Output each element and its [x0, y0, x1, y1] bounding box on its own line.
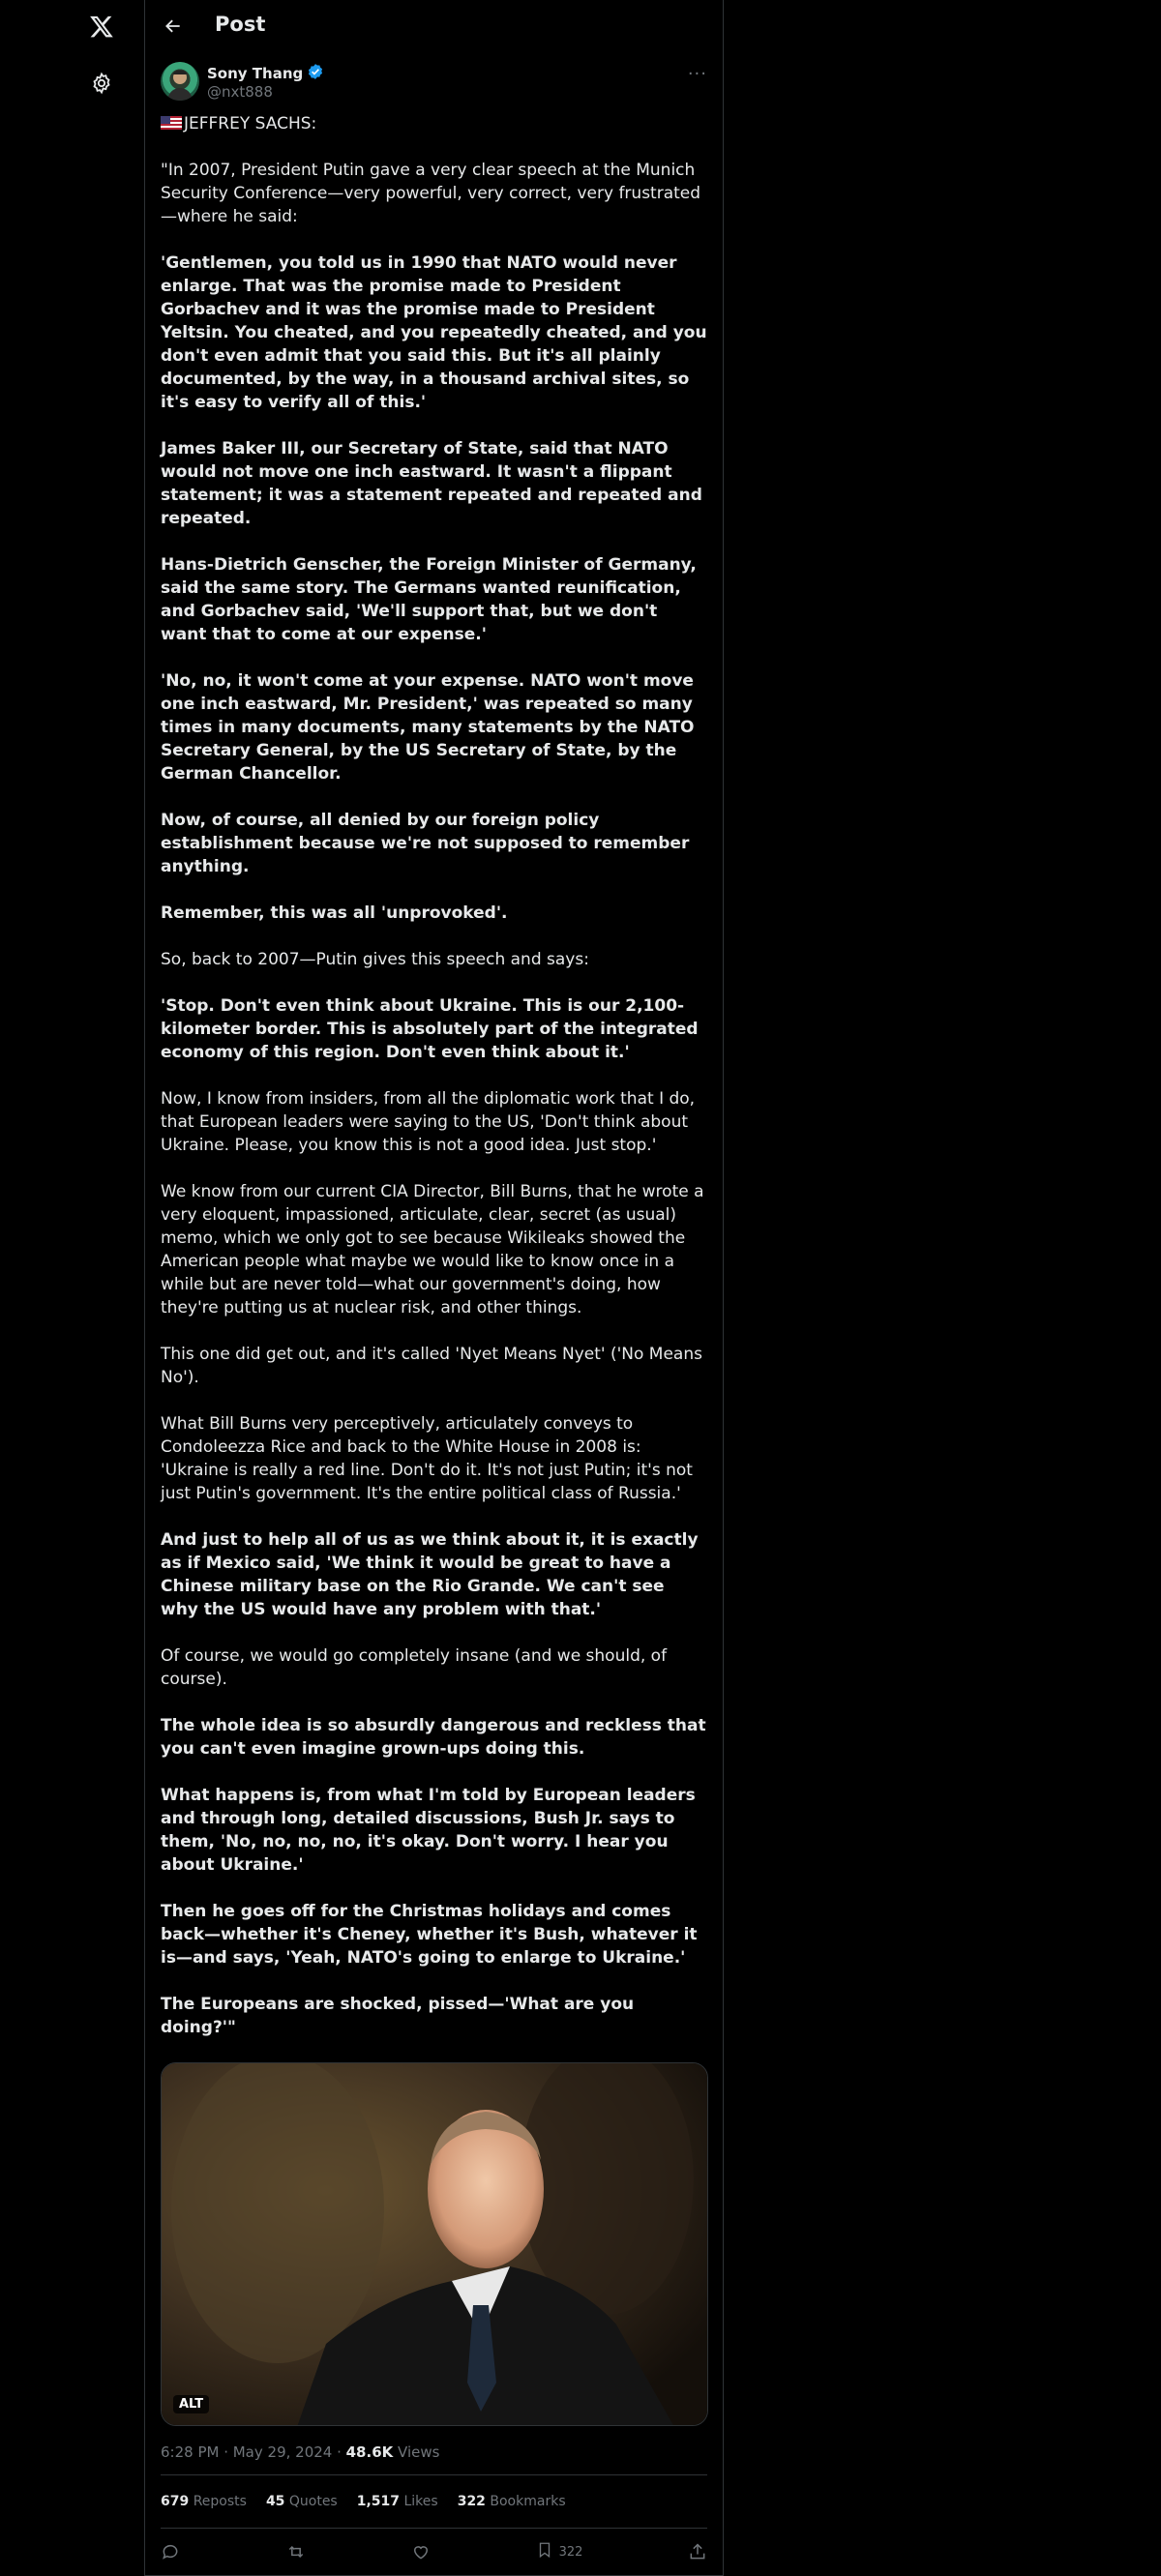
bookmarks-count: 322	[457, 2494, 486, 2509]
quotes-stat[interactable]	[266, 2494, 338, 2509]
action-bar	[145, 2529, 723, 2575]
post-paragraph	[161, 948, 707, 971]
post-paragraph	[161, 902, 707, 925]
share-icon[interactable]	[688, 2542, 707, 2561]
post-paragraph	[161, 809, 707, 878]
post-paragraph-text: JEFFREY SACHS:	[184, 114, 317, 133]
post-paragraph	[161, 159, 707, 228]
post-paragraph-text: And just to help all of us as we think about it, it is exactly as if Mexico said, 'We think it would be great to have a Chinese military base on the Rio Grande. We can't see why the US would have any problem with that.'	[161, 1530, 699, 1619]
post-paragraph	[161, 1087, 707, 1157]
views-count: 48.6K	[345, 2443, 394, 2461]
bookmark-button[interactable]	[536, 2540, 583, 2563]
avatar[interactable]	[161, 62, 199, 101]
post-header	[145, 0, 723, 52]
likes-stat[interactable]	[357, 2494, 438, 2509]
post-paragraph-text: James Baker III, our Secretary of State, said that NATO would not move one inch eastward. It wasn't a flippant statement; it was a statement repeated and repeated and repeated.	[161, 439, 702, 528]
quotes-count: 45	[265, 2494, 285, 2509]
post-paragraph	[161, 669, 707, 785]
post-paragraph	[161, 1714, 707, 1761]
bookmark-icon	[536, 2540, 553, 2563]
post-paragraph-text: Remember, this was all 'unprovoked'.	[161, 903, 508, 923]
engagement-stats	[145, 2475, 723, 2528]
post-paragraph	[161, 1180, 707, 1319]
post-paragraph-text: What Bill Burns very perceptively, articulately conveys to Condoleezza Rice and back to the White House in 2008 is: 'Ukraine is really a red line. Don't do it. It's not just Putin; it's not just Putin's government. It's the entire political class of Russia.'	[161, 1414, 693, 1503]
post-paragraph	[161, 1412, 707, 1505]
post-paragraph-text: 'No, no, it won't come at your expense. NATO won't move one inch eastward, Mr. President,' was repeated so many times in many documents, many statements by the NATO Secretary General, by the US Secretary of State, by the German Chancellor.	[161, 671, 695, 784]
arrow-left-icon[interactable]	[157, 10, 190, 43]
page-title: Post	[215, 13, 266, 36]
alt-badge[interactable]: ALT	[173, 2395, 209, 2413]
post-paragraph-text: Now, of course, all denied by our foreign policy establishment because we're not supposed to remember anything.	[161, 811, 690, 876]
post-paragraph-text: 'Gentlemen, you told us in 1990 that NATO would never enlarge. That was the promise made to President Gorbachev and it was the promise made to President Yeltsin. You cheated, and you repeatedly cheated, and you don't even admit that you said this. But it's all plainly documented, by the way, in a thousand archival sites, so it's easy to verify all of this.'	[161, 253, 707, 412]
post-paragraph	[161, 437, 707, 530]
post-paragraph-text: 'Stop. Don't even think about Ukraine. This is our 2,100-kilometer border. This is absolutely part of the integrated economy of this region. Don't even think about it.'	[161, 996, 699, 1062]
quotes-label: Quotes	[288, 2494, 338, 2509]
author-handle[interactable]: @nxt888	[207, 83, 273, 101]
bookmarks-label: Bookmarks	[490, 2494, 566, 2509]
post-paragraph	[161, 1784, 707, 1877]
author-name-text: Sony Thang	[207, 65, 304, 82]
post-paragraph	[161, 1343, 707, 1389]
post-image[interactable]	[161, 2062, 708, 2426]
post-paragraph	[161, 553, 707, 646]
post-paragraph	[161, 252, 707, 414]
reposts-count: 679	[161, 2494, 190, 2509]
post-paragraph-text: What happens is, from what I'm told by European leaders and through long, detailed discussions, Bush Jr. says to them, 'No, no, no, no, it's okay. Don't worry. I hear you about Ukraine.'	[161, 1786, 696, 1875]
post-paragraph-text: The Europeans are shocked, pissed—'What are you doing?'"	[161, 1995, 635, 2037]
author-name[interactable]	[207, 63, 324, 84]
portrait-photo	[162, 2063, 708, 2426]
post-paragraph-text: "In 2007, President Putin gave a very clear speech at the Munich Security Conference—very powerful, very correct, very frustrated—where he said:	[161, 161, 701, 226]
repost-icon[interactable]	[285, 2542, 307, 2561]
post-paragraph	[161, 994, 707, 1064]
post-paragraph	[161, 1528, 707, 1621]
likes-count: 1,517	[356, 2494, 401, 2509]
post-paragraph-text: Now, I know from insiders, from all the diplomatic work that I do, that European leaders were saying to the US, 'Don't think about Ukraine. Please, you know this is not a good idea. Just stop.'	[161, 1089, 696, 1155]
verified-badge-icon	[307, 63, 324, 84]
gear-icon[interactable]	[82, 64, 121, 103]
likes-label: Likes	[403, 2494, 438, 2509]
bookmark-count: 322	[558, 2544, 583, 2560]
post-paragraph	[161, 1900, 707, 1969]
post-paragraph-text: Hans-Dietrich Genscher, the Foreign Minister of Germany, said the same story. The Germans wanted reunification, and Gorbachev said, 'We'll support that, but we don't want that to come at our expense.'	[161, 555, 697, 644]
post-paragraph-text: We know from our current CIA Director, Bill Burns, that he wrote a very eloquent, impassioned, articulate, clear, secret (as usual) memo, which we only got to see because Wikileaks showed the American people what maybe we would like to know once in a while but are never told—what our government's doing, how they're putting us at nuclear risk, and other things.	[161, 1182, 704, 1318]
post-author	[145, 62, 723, 112]
views-label: Views	[393, 2443, 440, 2461]
bookmarks-stat[interactable]	[458, 2494, 566, 2509]
post-timestamp	[145, 2426, 723, 2474]
timestamp[interactable]: 6:28 PM · May 29, 2024 ·	[161, 2443, 346, 2461]
post-paragraph	[161, 112, 707, 135]
heart-icon[interactable]	[411, 2542, 431, 2561]
more-horizontal-icon[interactable]: ···	[687, 64, 707, 84]
x-logo-icon[interactable]	[82, 8, 121, 46]
post-paragraph-text: Of course, we would go completely insane (and we should, of course).	[161, 1646, 668, 1689]
post-paragraph-text: This one did get out, and it's called 'Nyet Means Nyet' ('No Means No').	[161, 1345, 702, 1387]
post-paragraph-text: The whole idea is so absurdly dangerous and reckless that you can't even imagine grown-ups doing this.	[161, 1716, 706, 1759]
main-column	[145, 0, 724, 2576]
post-paragraph	[161, 1993, 707, 2039]
post-text	[145, 112, 723, 2039]
post-paragraph-text: Then he goes off for the Christmas holidays and comes back—whether it's Cheney, whether it's Bush, whatever it is—and says, 'Yeah, NATO's going to enlarge to Ukraine.'	[161, 1902, 698, 1968]
post-paragraph-text: So, back to 2007—Putin gives this speech and says:	[161, 950, 589, 969]
reposts-stat[interactable]	[161, 2494, 247, 2509]
left-rail	[0, 0, 145, 2576]
reply-icon[interactable]	[161, 2542, 180, 2561]
post-paragraph	[161, 1644, 707, 1691]
us-flag-icon	[161, 113, 182, 127]
reposts-label: Reposts	[193, 2494, 247, 2509]
